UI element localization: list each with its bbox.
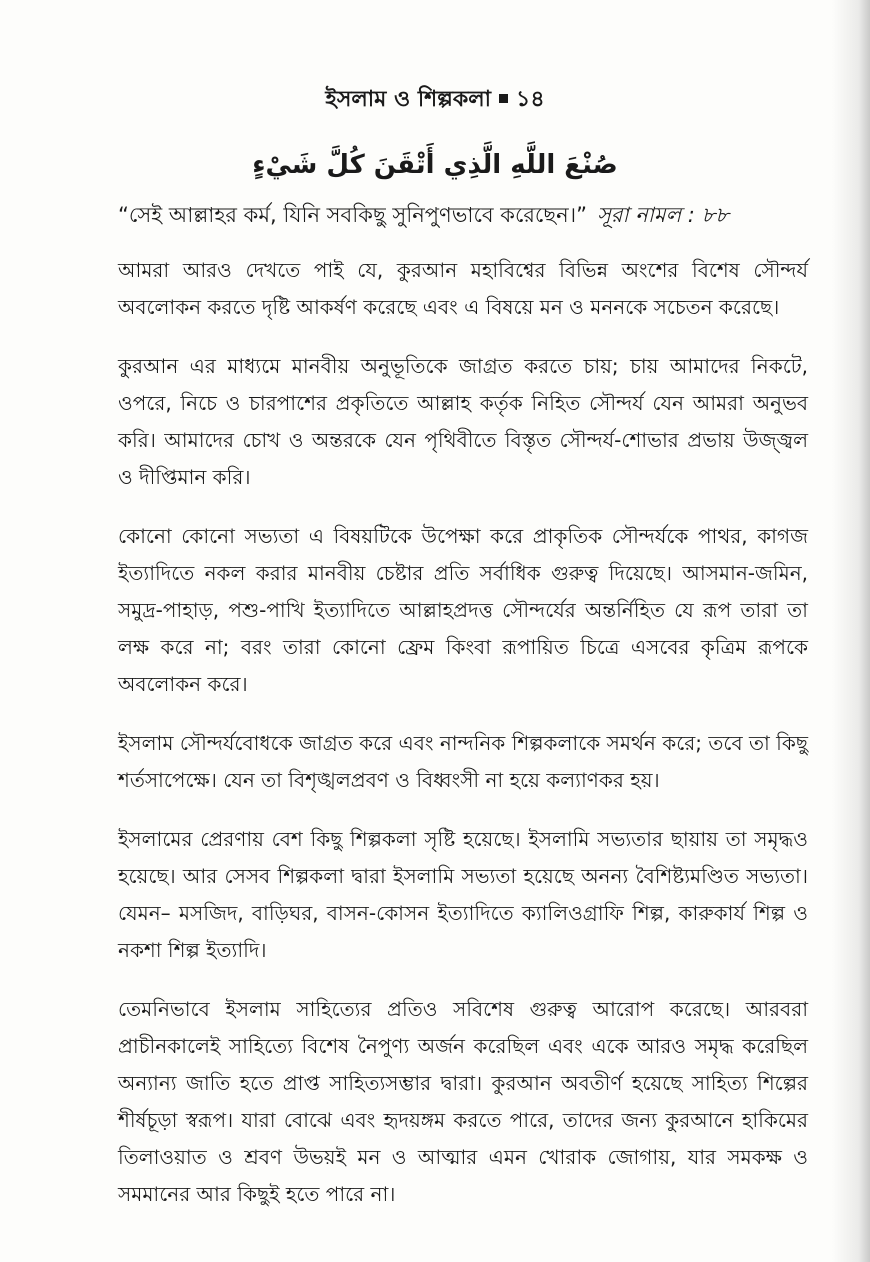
running-header [0, 82, 870, 119]
arabic-verse: صُنْعَ اللَّهِ الَّذِي أَتْقَنَ كُلَّ شَيْءٍ [252, 150, 618, 180]
separator-square-icon [499, 94, 508, 103]
page-number: ১৪ [516, 87, 545, 112]
verse-translation-line [118, 200, 798, 230]
paragraph-6: তেমনিভাবে ইসলাম সাহিত্যের প্রতিও সবিশেষ গুরুত্ব আরোপ করেছে। আরবরা প্রাচীনকালেই সাহিত্যে বিশেষ নৈপুণ্য অর্জন করেছিল এবং একে আরও সমৃদ্ধ করেছিল অন্যান্য জাতি হতে প্রাপ্ত সাহিত্যসম্ভার দ্বারা। কুরআন অবতীর্ণ হয়েছে সাহিত্য শিল্পের শীর্ষচূড়া স্বরূপ। যারা বোঝে এবং হৃদয়ঙ্গম করতে পারে, তাদের জন্য কুরআনে হাকিমের তিলাওয়াত ও শ্রবণ উভয়ই মন ও আত্মার এমন খোরাক জোগায়, যার সমকক্ষ ও সমমানের আর কিছুই হতে পারে না। [118, 997, 808, 1206]
paragraph-1: আমরা আরও দেখতে পাই যে, কুরআন মহাবিশ্বের বিভিন্ন অংশের বিশেষ সৌন্দর্য অবলোকন করতে দৃষ্টি আকর্ষণ করেছে এবং এ বিষয়ে মন ও মননকে সচেতন করেছে। [118, 258, 808, 319]
verse-reference: সূরা নামল : ৮৮ [597, 203, 729, 227]
paragraph-4: ইসলাম সৌন্দর্যবোধকে জাগ্রত করে এবং নান্দনিক শিল্পকলাকে সমর্থন করে; তবে তা কিছু শর্তসাপেক্ষে। যেন তা বিশৃঙ্খলপ্রবণ ও বিধ্বংসী না হয়ে কল্যাণকর হয়। [118, 731, 808, 792]
paragraph-3: কোনো কোনো সভ্যতা এ বিষয়টিকে উপেক্ষা করে প্রাকৃতিক সৌন্দর্যকে পাথর, কাগজ ইত্যাদিতে নকল করার মানবীয় চেষ্টার প্রতি সর্বাধিক গুরুত্ব দিয়েছে। আসমান-জমিন, সমুদ্র-পাহাড়, পশু-পাখি ইত্যাদিতে আল্লাহপ্রদত্ত সৌন্দর্যের অন্তর্নিহিত যে রূপ তারা তা লক্ষ করে না; বরং তারা কোনো ফ্রেম কিংবা রূপায়িত চিত্রে এসবের কৃত্রিম রূপকে অবলোকন করে। [118, 524, 808, 696]
verse-translation: “সেই আল্লাহর কর্ম, যিনি সবকিছু সুনিপুণভাবে করেছেন।” [118, 203, 588, 227]
page-edge-shadow [832, 0, 870, 1262]
body-text [118, 252, 808, 1235]
book-title: ইসলাম ও শিল্পকলা [325, 87, 492, 112]
paragraph-5: ইসলামের প্রেরণায় বেশ কিছু শিল্পকলা সৃষ্টি হয়েছে। ইসলামি সভ্যতার ছায়ায় তা সমৃদ্ধও হয়েছে। আর সেসব শিল্পকলা দ্বারা ইসলামি সভ্যতা হয়েছে অনন্য বৈশিষ্ট্যমণ্ডিত সভ্যতা। যেমন– মসজিদ, বাড়িঘর, বাসন-কোসন ইত্যাদিতে ক্যালিওগ্রাফি শিল্প, কারুকার্য শিল্প ও নকশা শিল্প ইত্যাদি। [118, 827, 808, 962]
paragraph-2: কুরআন এর মাধ্যমে মানবীয় অনুভূতিকে জাগ্রত করতে চায়; চায় আমাদের নিকটে, ওপরে, নিচে ও চারপাশের প্রকৃতিতে আল্লাহ কর্তৃক নিহিত সৌন্দর্য যেন আমরা অনুভব করি। আমাদের চোখ ও অন্তরকে যেন পৃথিবীতে বিস্তৃত সৌন্দর্য-শোভার প্রভায় উজ্জ্বল ও দীপ্তিমান করি। [118, 354, 808, 489]
